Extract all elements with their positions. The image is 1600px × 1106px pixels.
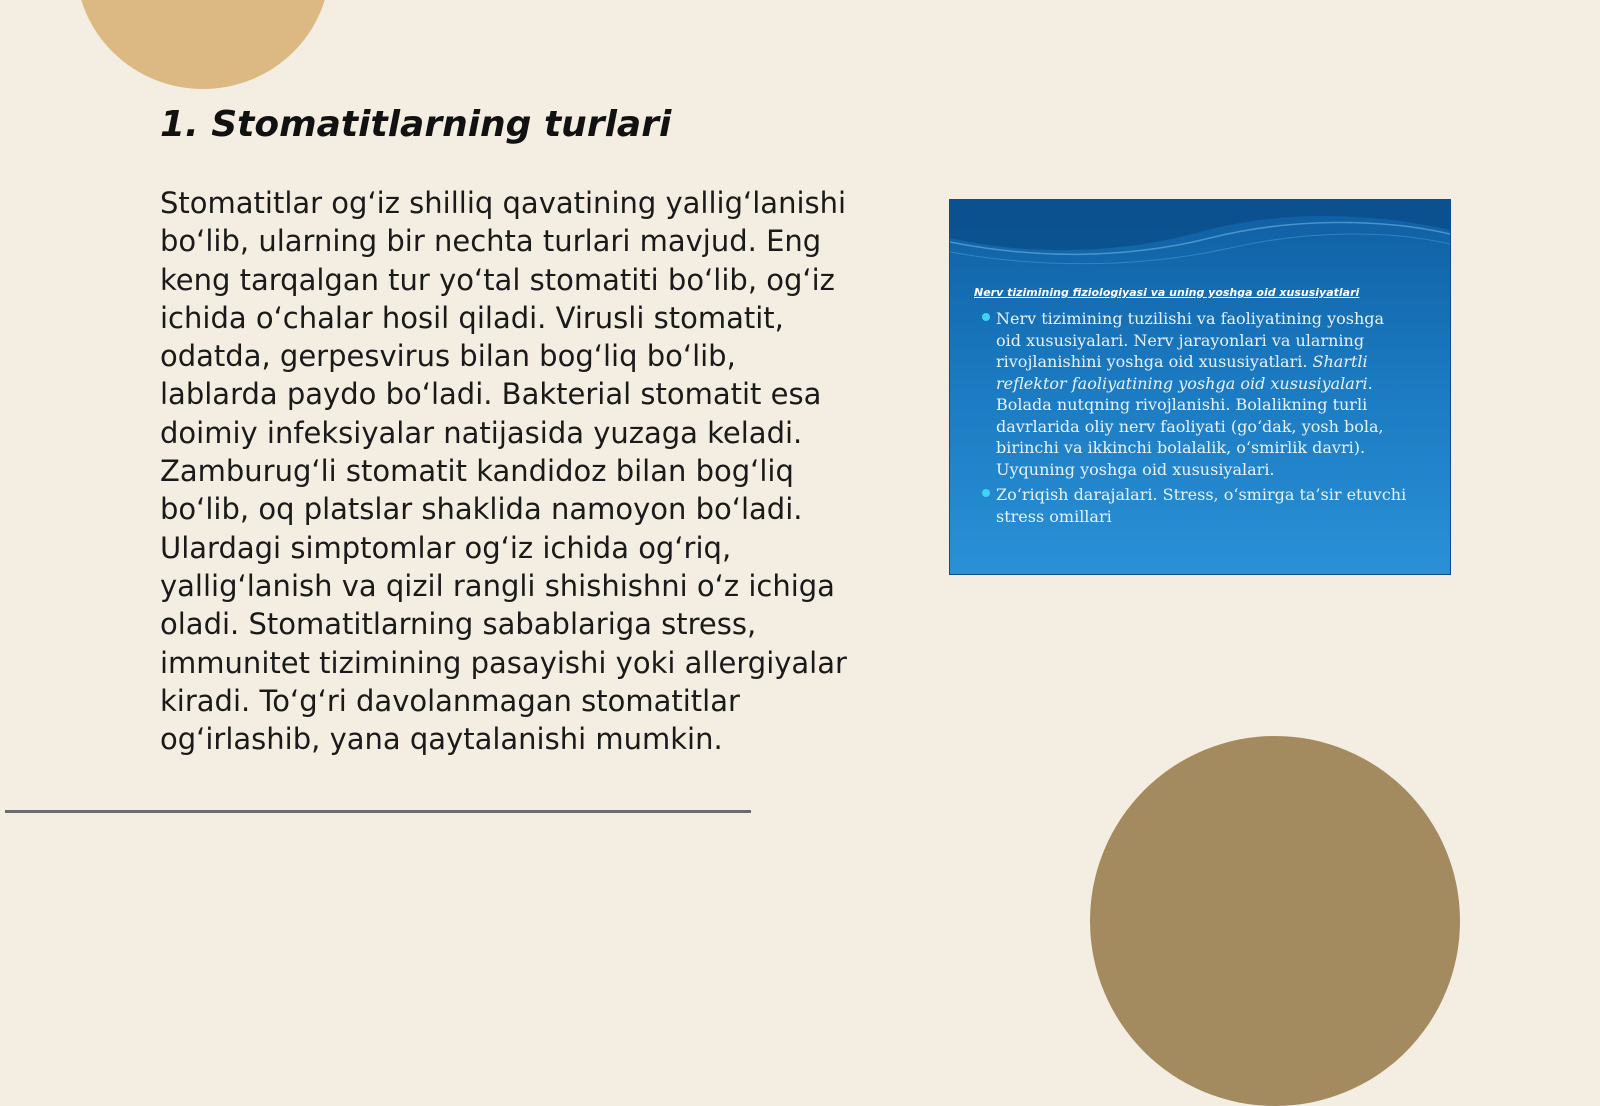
bullet-text: Nerv tizimining tuzilishi va faoliyatining yoshga oid xususiyalari. Nerv jarayonlari va ularning rivojlanishini yoshga oid xususiyatlari. [996,309,1385,371]
bullet-italic-text: Shartli reflektor faoliyatining yoshga oid xususiyalari. [996,352,1373,393]
bullet-text: Zo‘riqish darajalari. Stress, o‘smirga ta’sir etuvchi stress omillari [996,485,1407,526]
embedded-bullet-item [974,308,1414,480]
embedded-bullet-list [974,308,1414,531]
decorative-circle-bottom [1090,736,1460,1106]
embedded-bullet-item [974,484,1414,527]
embedded-heading: Nerv tizimining fiziologiyasi va uning yoshga oid xususiyatlari [974,286,1360,299]
bullet-dot-icon [982,313,990,321]
bullet-text-after: Bolada nutqning rivojlanishi. Bolalikning turli davrlarida oliy nerv faoliyati (go‘dak, yosh bola, birinchi va ikkinchi bolalalik, o‘smirlik davri). Uyquning yoshga oid xususiyalari. [996,395,1384,479]
bullet-dot-icon [982,489,990,497]
divider-line [5,810,751,813]
slide-title: 1. Stomatitlarning turlari [160,104,672,145]
slide-body-text: Stomatitlar og‘iz shilliq qavatining yallig‘lanishi bo‘lib, ularning bir nechta turlari mavjud. Eng keng tarqalgan tur yo‘tal stomatiti bo‘lib, og‘iz ichida o‘chalar hosil qiladi. Virusli stomatit, odatda, gerpesvirus bilan bog‘liq bo‘lib, lablarda paydo bo‘ladi. Bakterial stomatit esa doimiy infeksiyalar natijasida yuzaga keladi. Zamburug‘li stomatit kandidoz bilan bog‘liq bo‘lib, oq platslar shaklida namoyon bo‘ladi. Ulardagi simptomlar og‘iz ichida og‘riq, yallig‘lanish va qizil rangli shishishni o‘z ichiga oladi. Stomatitlarning sabablariga stress, immunitet tizimining pasayishi yoki allergiyalar kiradi. To‘g‘ri davolanmagan stomatitlar og‘irlashib, yana qaytalanishi mumkin. [160,186,847,757]
wave-decoration [950,200,1450,290]
embedded-slide-image [950,200,1450,574]
decorative-circle-top [76,0,330,89]
